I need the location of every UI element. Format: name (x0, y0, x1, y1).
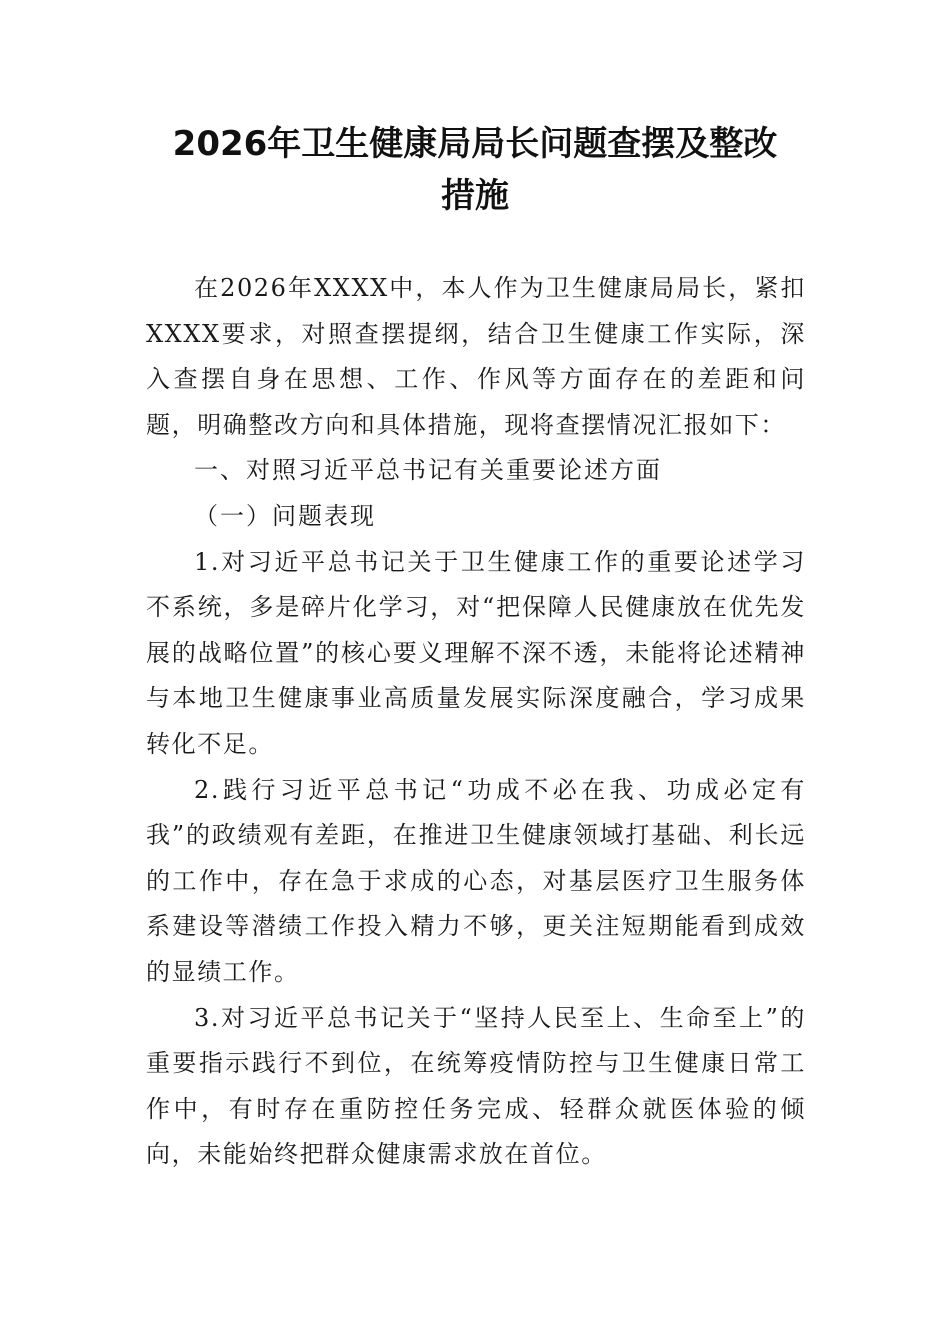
intro-paragraph: 在2026年XXXX中，本人作为卫生健康局局长，紧扣XXXX要求，对照查摆提纲，结合卫生健康工作实际，深入查摆自身在思想、工作、作风等方面存在的差距和问题，明确整改方向和具体措施，现将查摆情况汇报如下： (146, 274, 806, 439)
section-heading: 一、对照习近平总书记有关重要论述方面 (194, 456, 662, 485)
subsection-heading: （一）问题表现 (194, 501, 376, 530)
document-body (146, 266, 806, 1178)
document-title (120, 118, 830, 222)
document-title-line-2: 措施 (441, 176, 509, 216)
problem-item-1: 1.对习近平总书记关于卫生健康工作的重要论述学习不系统，多是碎片化学习，对“把保障人民健康放在优先发展的战略位置”的核心要义理解不深不透，未能将论述精神与本地卫生健康事业高质量发展实际深度融合，学习成果转化不足。 (146, 547, 806, 758)
problem-item-2: 2.践行习近平总书记“功成不必在我、功成必定有我”的政绩观有差距，在推进卫生健康领域打基础、利长远的工作中，存在急于求成的心态，对基层医疗卫生服务体系建设等潜绩工作投入精力不够，更关注短期能看到成效的显绩工作。 (146, 775, 806, 986)
problem-item-3: 3.对习近平总书记关于“坚持人民至上、生命至上”的重要指示践行不到位，在统筹疫情防控与卫生健康日常工作中，有时存在重防控任务完成、轻群众就医体验的倾向，未能始终把群众健康需求放在首位。 (146, 1003, 806, 1169)
document-title-line-1: 2026年卫生健康局局长问题查摆及整改 (172, 124, 778, 164)
